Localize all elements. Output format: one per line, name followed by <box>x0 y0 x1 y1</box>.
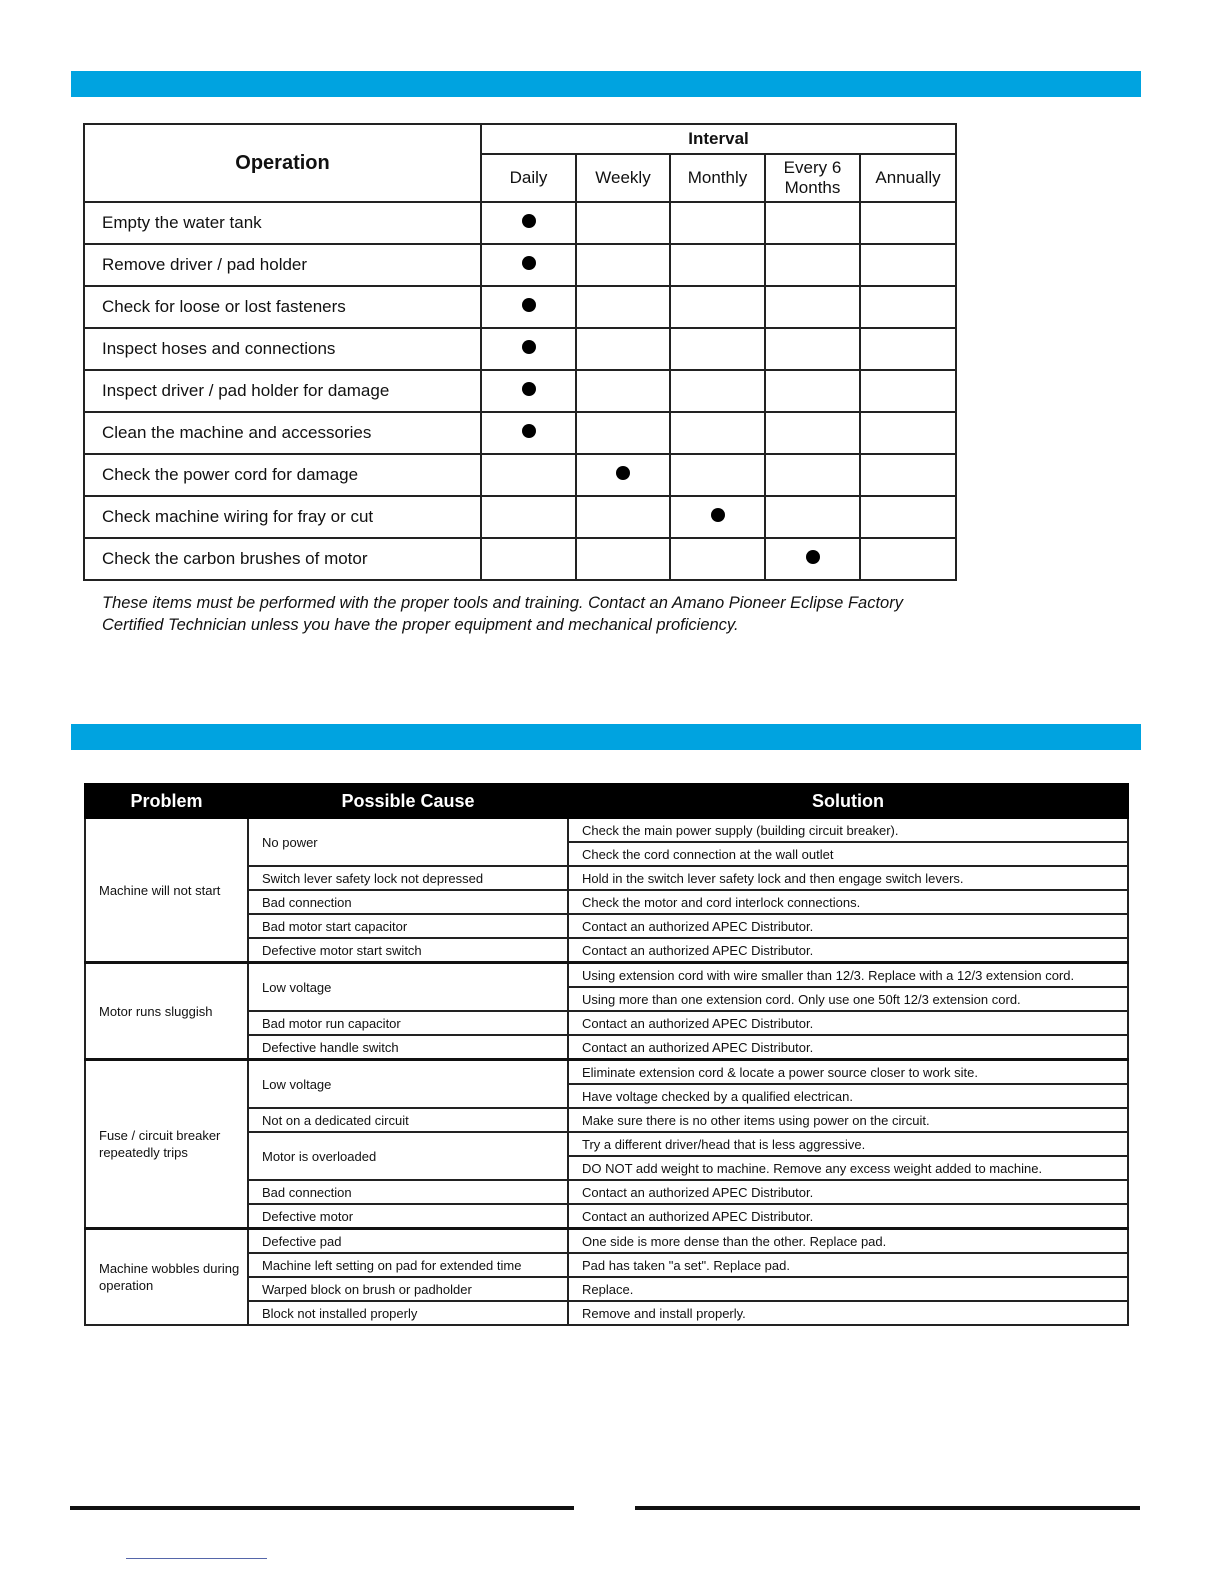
interval-cell <box>670 370 765 412</box>
cause-cell: Defective pad <box>248 1229 568 1254</box>
cause-cell: Defective motor start switch <box>248 938 568 963</box>
interval-cell <box>765 496 860 538</box>
interval-cell <box>481 286 576 328</box>
cause-cell: Bad motor start capacitor <box>248 914 568 938</box>
cause-cell: Low voltage <box>248 963 568 1012</box>
scheduled-dot-icon <box>522 214 536 228</box>
interval-cell <box>860 496 956 538</box>
cause-cell: Bad connection <box>248 1180 568 1204</box>
interval-cell <box>670 454 765 496</box>
cause-cell: Defective motor <box>248 1204 568 1229</box>
scheduled-dot-icon <box>522 298 536 312</box>
technician-note: These items must be performed with the proper tools and training. Contact an Amano Pioneer Eclipse Factory Certified Technician unless you have the proper equipment and mechanical proficiency. <box>102 594 903 634</box>
solution-cell: Contact an authorized APEC Distributor. <box>568 938 1128 963</box>
task-label: Inspect hoses and connections <box>84 328 481 370</box>
solution-cell: Check the main power supply (building circuit breaker). <box>568 818 1128 842</box>
troubleshooting-row <box>85 1060 1128 1085</box>
solution-cell: Check the motor and cord interlock connections. <box>568 890 1128 914</box>
cause-cell: Switch lever safety lock not depressed <box>248 866 568 890</box>
problem-cell: Fuse / circuit breaker repeatedly trips <box>85 1060 248 1229</box>
interval-weekly-header: Weekly <box>576 154 670 202</box>
solution-cell: Using extension cord with wire smaller than 12/3. Replace with a 12/3 extension cord. <box>568 963 1128 988</box>
footer-link-underline <box>126 1558 267 1559</box>
solution-cell: Make sure there is no other items using power on the circuit. <box>568 1108 1128 1132</box>
scheduled-dot-icon <box>522 382 536 396</box>
interval-cell <box>576 454 670 496</box>
interval-cell <box>670 244 765 286</box>
interval-cell <box>670 412 765 454</box>
interval-cell <box>481 328 576 370</box>
task-label: Check for loose or lost fasteners <box>84 286 481 328</box>
maintenance-row <box>84 286 956 328</box>
interval-cell <box>765 454 860 496</box>
interval-cell <box>576 244 670 286</box>
troubleshooting-table <box>84 783 1129 1326</box>
maintenance-row <box>84 328 956 370</box>
interval-cell <box>860 328 956 370</box>
possible-cause-header: Possible Cause <box>248 784 568 818</box>
solution-cell: Remove and install properly. <box>568 1301 1128 1325</box>
solution-cell: Replace. <box>568 1277 1128 1301</box>
interval-cell <box>481 454 576 496</box>
interval-six-months-header: Every 6 Months <box>765 154 860 202</box>
task-label: Check the carbon brushes of motor <box>84 538 481 580</box>
interval-cell <box>670 202 765 244</box>
cause-cell: Motor is overloaded <box>248 1132 568 1180</box>
footer-rule-right <box>635 1506 1140 1510</box>
solution-cell: Have voltage checked by a qualified electrican. <box>568 1084 1128 1108</box>
scheduled-dot-icon <box>806 550 820 564</box>
solution-cell: Pad has taken "a set". Replace pad. <box>568 1253 1128 1277</box>
maintenance-schedule-table <box>83 123 957 581</box>
interval-cell <box>860 370 956 412</box>
task-label: Inspect driver / pad holder for damage <box>84 370 481 412</box>
maintenance-row <box>84 412 956 454</box>
solution-cell: Eliminate extension cord & locate a power source closer to work site. <box>568 1060 1128 1085</box>
interval-cell <box>576 328 670 370</box>
interval-cell <box>765 538 860 580</box>
cause-cell: Warped block on brush or padholder <box>248 1277 568 1301</box>
maintenance-row <box>84 538 956 580</box>
solution-cell: Contact an authorized APEC Distributor. <box>568 1180 1128 1204</box>
cause-cell: Bad connection <box>248 890 568 914</box>
solution-cell: DO NOT add weight to machine. Remove any excess weight added to machine. <box>568 1156 1128 1180</box>
maintenance-row <box>84 370 956 412</box>
solution-cell: Contact an authorized APEC Distributor. <box>568 914 1128 938</box>
solution-cell: Using more than one extension cord. Only use one 50ft 12/3 extension cord. <box>568 987 1128 1011</box>
interval-cell <box>576 412 670 454</box>
cause-cell: Bad motor run capacitor <box>248 1011 568 1035</box>
interval-cell <box>481 370 576 412</box>
interval-cell <box>481 202 576 244</box>
interval-cell <box>481 244 576 286</box>
task-label: Check the power cord for damage <box>84 454 481 496</box>
task-label: Clean the machine and accessories <box>84 412 481 454</box>
interval-cell <box>481 412 576 454</box>
interval-cell <box>670 286 765 328</box>
solution-cell: Try a different driver/head that is less aggressive. <box>568 1132 1128 1156</box>
solution-cell: Check the cord connection at the wall outlet <box>568 842 1128 866</box>
interval-cell <box>765 244 860 286</box>
interval-daily-header: Daily <box>481 154 576 202</box>
solution-cell: Contact an authorized APEC Distributor. <box>568 1204 1128 1229</box>
interval-cell <box>481 538 576 580</box>
problem-cell: Machine will not start <box>85 818 248 963</box>
solution-cell: Hold in the switch lever safety lock and then engage switch levers. <box>568 866 1128 890</box>
interval-cell <box>765 328 860 370</box>
maintenance-row <box>84 454 956 496</box>
troubleshooting-row <box>85 818 1128 842</box>
interval-cell <box>576 286 670 328</box>
interval-cell <box>670 538 765 580</box>
interval-cell <box>576 496 670 538</box>
cause-cell: No power <box>248 818 568 866</box>
scheduled-dot-icon <box>711 508 725 522</box>
interval-cell <box>765 286 860 328</box>
operation-header: Operation <box>84 124 481 202</box>
interval-cell <box>860 538 956 580</box>
footer-rule-left <box>70 1506 574 1510</box>
interval-cell <box>576 538 670 580</box>
solution-cell: Contact an authorized APEC Distributor. <box>568 1011 1128 1035</box>
cause-cell: Block not installed properly <box>248 1301 568 1325</box>
interval-cell <box>576 370 670 412</box>
interval-cell <box>860 412 956 454</box>
solution-cell: One side is more dense than the other. Replace pad. <box>568 1229 1128 1254</box>
interval-cell <box>481 496 576 538</box>
scheduled-dot-icon <box>522 424 536 438</box>
interval-cell <box>576 202 670 244</box>
interval-cell <box>860 202 956 244</box>
interval-cell <box>670 496 765 538</box>
problem-header: Problem <box>85 784 248 818</box>
interval-cell <box>765 202 860 244</box>
section-bar-maintenance <box>71 71 1141 97</box>
scheduled-dot-icon <box>522 256 536 270</box>
solution-cell: Contact an authorized APEC Distributor. <box>568 1035 1128 1060</box>
cause-cell: Not on a dedicated circuit <box>248 1108 568 1132</box>
interval-cell <box>670 328 765 370</box>
troubleshooting-row <box>85 1229 1128 1254</box>
task-label: Check machine wiring for fray or cut <box>84 496 481 538</box>
problem-cell: Machine wobbles during operation <box>85 1229 248 1326</box>
interval-cell <box>860 454 956 496</box>
maintenance-row <box>84 244 956 286</box>
task-label: Empty the water tank <box>84 202 481 244</box>
interval-monthly-header: Monthly <box>670 154 765 202</box>
problem-cell: Motor runs sluggish <box>85 963 248 1060</box>
cause-cell: Defective handle switch <box>248 1035 568 1060</box>
interval-cell <box>765 370 860 412</box>
solution-header: Solution <box>568 784 1128 818</box>
scheduled-dot-icon <box>616 466 630 480</box>
interval-annually-header: Annually <box>860 154 956 202</box>
interval-cell <box>765 412 860 454</box>
troubleshooting-row <box>85 963 1128 988</box>
interval-header: Interval <box>481 124 956 154</box>
cause-cell: Low voltage <box>248 1060 568 1109</box>
maintenance-row <box>84 202 956 244</box>
section-bar-troubleshooting <box>71 724 1141 750</box>
scheduled-dot-icon <box>522 340 536 354</box>
interval-cell <box>860 286 956 328</box>
interval-cell <box>860 244 956 286</box>
task-label: Remove driver / pad holder <box>84 244 481 286</box>
cause-cell: Machine left setting on pad for extended time <box>248 1253 568 1277</box>
maintenance-row <box>84 496 956 538</box>
